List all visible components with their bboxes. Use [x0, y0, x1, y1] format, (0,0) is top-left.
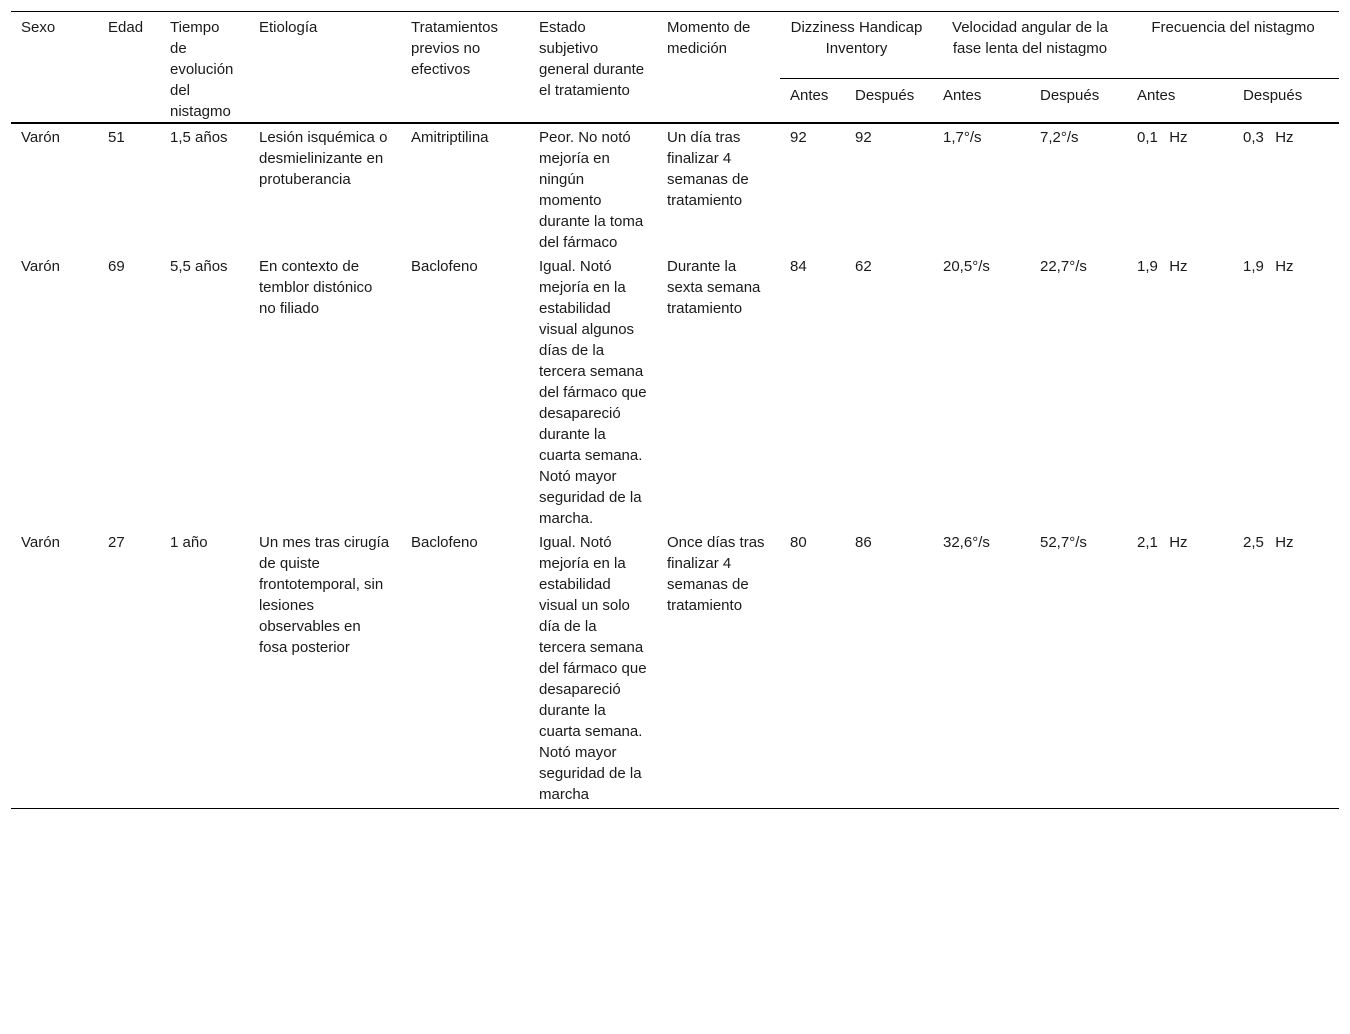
sub-header-frec-antes: Antes [1127, 79, 1233, 123]
cell-frec-despues [1233, 529, 1339, 809]
col-header-momento: Momento de medición [657, 12, 780, 124]
frec-value: 0,1 [1137, 129, 1158, 146]
sub-header-dhi-despues: Después [845, 79, 933, 123]
cell-frec-antes [1127, 123, 1233, 253]
frec-value: 1,9 [1243, 258, 1264, 275]
cell-estado: Igual. Notó mejoría en la estabilidad visual algunos días de la tercera semana del fármaco que desapareció durante la cuarta semana. Notó mayor seguridad de la marcha. [539, 258, 647, 527]
cell-estado: Igual. Notó mejoría en la estabilidad visual un solo día de la tercera semana del fármaco que desapareció durante la cuarta semana. Notó mayor seguridad de la marcha [529, 529, 657, 809]
frec-value: 2,1 [1137, 534, 1158, 551]
frec-unit: Hz [1275, 129, 1294, 146]
cell-dhi-despues: 86 [845, 529, 933, 809]
cell-estado: Peor. No notó mejoría en ningún momento durante la toma del fármaco [539, 129, 644, 251]
cell-momento: Once días tras finalizar 4 semanas de tratamiento [657, 529, 780, 809]
cell-edad: 51 [108, 129, 125, 146]
cell-vel-antes: 32,6°/s [933, 529, 1030, 809]
cell-tratamientos: Amitriptilina [411, 129, 489, 146]
cell-frec-despues [1233, 253, 1339, 529]
cell-sexo: Varón [21, 129, 60, 146]
cell-dhi-antes: 84 [790, 258, 807, 275]
cell-tratamientos: Baclofeno [401, 529, 529, 809]
cell-etiologia: En contexto de temblor distónico no filiado [259, 258, 373, 317]
clinical-data-table [11, 11, 1339, 809]
cell-tiempo: 1,5 años [170, 129, 228, 146]
cell-frec-antes [1127, 253, 1233, 529]
frec-value: 0,3 [1243, 129, 1264, 146]
cell-vel-antes: 20,5°/s [943, 258, 990, 275]
cell-edad: 27 [98, 529, 160, 809]
frec-value: 1,9 [1137, 258, 1158, 275]
sub-header-vel-despues: Después [1030, 79, 1127, 123]
col-header-sexo: Sexo [11, 12, 98, 124]
frec-unit: Hz [1275, 534, 1294, 551]
table-row [11, 253, 1339, 529]
cell-vel-despues: 22,7°/s [1040, 258, 1087, 275]
sub-header-frec-despues: Después [1233, 79, 1339, 123]
frec-unit: Hz [1275, 258, 1294, 275]
col-header-edad: Edad [98, 12, 160, 124]
cell-frec-antes [1127, 529, 1233, 809]
frec-unit: Hz [1169, 534, 1188, 551]
col-header-estado: Estado subjetivo general durante el tratamiento [529, 12, 657, 124]
group-header-dhi: Dizziness Handicap Inventory [780, 12, 933, 79]
cell-momento: Un día tras finalizar 4 semanas de tratamiento [667, 129, 749, 209]
cell-dhi-despues: 92 [855, 129, 872, 146]
cell-momento: Durante la sexta semana tratamiento [667, 258, 761, 317]
cell-vel-despues: 52,7°/s [1030, 529, 1127, 809]
table-row [11, 123, 1339, 253]
cell-edad: 69 [108, 258, 125, 275]
col-header-tiempo: Tiempo de evolución del nistagmo [160, 12, 249, 124]
cell-dhi-antes: 92 [790, 129, 807, 146]
cell-tiempo: 5,5 años [170, 258, 228, 275]
col-header-etiologia: Etiología [249, 12, 401, 124]
header-row-top [11, 12, 1339, 79]
cell-sexo: Varón [21, 258, 60, 275]
cell-vel-antes: 1,7°/s [943, 129, 982, 146]
cell-etiologia: Lesión isquémica o desmielinizante en protuberancia [259, 129, 388, 188]
frec-unit: Hz [1169, 129, 1188, 146]
cell-dhi-antes: 80 [780, 529, 845, 809]
cell-etiologia: Un mes tras cirugía de quiste frontotemporal, sin lesiones observables en fosa posterior [249, 529, 401, 809]
cell-tiempo: 1 año [160, 529, 249, 809]
cell-frec-despues [1233, 123, 1339, 253]
cell-tratamientos: Baclofeno [411, 258, 478, 275]
cell-sexo: Varón [11, 529, 98, 809]
table-row [11, 529, 1339, 809]
table-container [11, 11, 1339, 809]
col-header-tratamientos: Tratamientos previos no efectivos [401, 12, 529, 124]
cell-dhi-despues: 62 [855, 258, 872, 275]
group-header-velocidad: Velocidad angular de la fase lenta del nistagmo [933, 12, 1127, 79]
group-header-frecuencia: Frecuencia del nistagmo [1127, 12, 1339, 79]
frec-unit: Hz [1169, 258, 1188, 275]
sub-header-vel-antes: Antes [933, 79, 1030, 123]
cell-vel-despues: 7,2°/s [1040, 129, 1079, 146]
frec-value: 2,5 [1243, 534, 1264, 551]
sub-header-dhi-antes: Antes [780, 79, 845, 123]
